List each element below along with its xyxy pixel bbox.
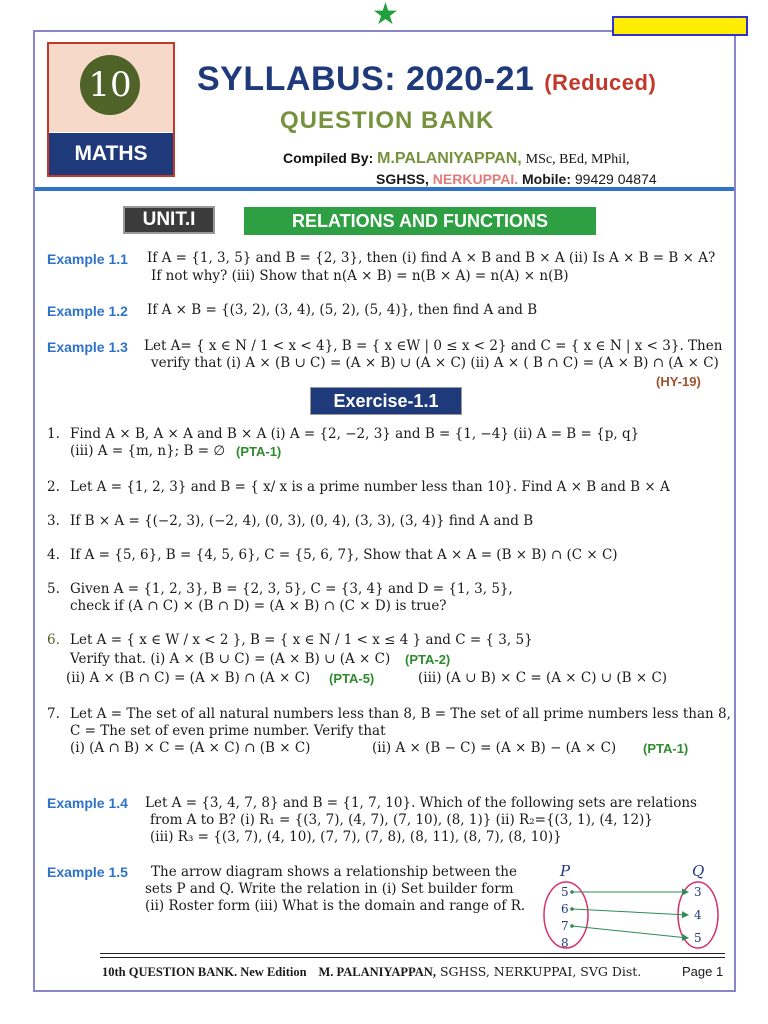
mobile-number: 99429 04874 bbox=[574, 171, 657, 187]
compiler-quals: MSc, BEd, MPhil, bbox=[525, 152, 630, 167]
class-number: 10 bbox=[80, 55, 140, 115]
unit-label: UNIT.I bbox=[123, 206, 215, 234]
q5-line-2: check if (A ∩ C) × (B ∩ D) = (A × B) ∩ (C × D) is true? bbox=[70, 598, 447, 614]
example-1-1-line-2: If not why? (iii) Show that n(A × B) = n(B × A) = n(A) × n(B) bbox=[151, 268, 569, 284]
example-1-3-tag: (HY-19) bbox=[656, 374, 701, 389]
example-1-3-label: Example 1.3 bbox=[47, 339, 128, 355]
q-element-4: 4 bbox=[694, 908, 702, 922]
example-1-1-line-1: If A = {1, 3, 5} and B = {2, 3}, then (i) find A × B and B × A (ii) Is A × B = B × A? bbox=[147, 250, 716, 266]
q7-number: 7. bbox=[47, 706, 60, 722]
dot-7 bbox=[570, 924, 574, 928]
arrow-diagram bbox=[530, 860, 730, 952]
p-element-8: 8 bbox=[561, 936, 569, 950]
example-1-5-label: Example 1.5 bbox=[47, 864, 128, 880]
example-1-3-line-2: verify that (i) A × (B ∪ C) = (A × B) ∪ (A × C) (ii) A × ( B ∩ C) = (A × B) ∩ (A × C) bbox=[151, 355, 719, 371]
chapter-title: RELATIONS AND FUNCTIONS bbox=[244, 207, 596, 235]
example-1-4-line-2: from A to B? (i) R₁ = {(3, 7), (4, 7), (7, 10), (8, 1)} (ii) R₂={(3, 1), (4, 12)} bbox=[150, 812, 653, 828]
q2-number: 2. bbox=[47, 479, 60, 495]
q3-line-1: If B × A = {(−2, 3), (−2, 4), (0, 3), (0, 4), (3, 3), (3, 4)} find A and B bbox=[70, 513, 534, 529]
school-place: NERKUPPAI. bbox=[432, 171, 519, 187]
q1-tag: (PTA-1) bbox=[236, 444, 282, 459]
title-text: SYLLABUS: 2020-21 bbox=[197, 60, 535, 98]
dot-6 bbox=[570, 907, 574, 911]
q6-tag-1: (PTA-2) bbox=[405, 652, 451, 667]
q3-number: 3. bbox=[47, 513, 60, 529]
page-title bbox=[197, 60, 656, 99]
q1-line-2: (iii) A = {m, n}; B = ∅ bbox=[70, 443, 226, 459]
header-divider bbox=[35, 187, 734, 191]
compiled-by-label: Compiled By: bbox=[283, 150, 374, 166]
p-element-6: 6 bbox=[561, 902, 569, 916]
p-element-7: 7 bbox=[561, 919, 569, 933]
q4-number: 4. bbox=[47, 547, 60, 563]
exercise-label: Exercise-1.1 bbox=[310, 387, 462, 415]
title-note: (Reduced) bbox=[544, 70, 657, 95]
arrow-6-to-4 bbox=[572, 909, 688, 915]
example-1-2-line-1: If A × B = {(3, 2), (3, 4), (5, 2), (5, 4)}, then find A and B bbox=[147, 302, 538, 318]
q6-line-3: (ii) A × (B ∩ C) = (A × B) ∩ (A × C) bbox=[66, 670, 311, 686]
q2-line-1: Let A = {1, 2, 3} and B = { x/ x is a prime number less than 10}. Find A × B and B × A bbox=[70, 479, 670, 495]
q1-line-1: Find A × B, A × A and B × A (i) A = {2, −2, 3} and B = {1, −4} (ii) A = B = {p, q} bbox=[70, 426, 640, 442]
footer-author: M. PALANIYAPPAN, bbox=[318, 965, 436, 979]
q7-line-4: (ii) A × (B − C) = (A × B) − (A × C) bbox=[372, 740, 617, 756]
q6-line-2: Verify that. (i) A × (B ∪ C) = (A × B) ∪ (A × C) bbox=[70, 651, 391, 667]
subject-label: MATHS bbox=[49, 133, 173, 175]
page-number: Page 1 bbox=[682, 964, 724, 979]
q5-number: 5. bbox=[47, 581, 60, 597]
example-1-3-line-1: Let A= { x ∈ N / 1 < x < 4}, B = { x ∈W | 0 ≤ x < 2} and C = { x ∈ N | x < 3}. Then bbox=[144, 338, 723, 354]
footer-edition: 10th QUESTION BANK. New Edition bbox=[102, 965, 307, 979]
q6-tag-2: (PTA-5) bbox=[329, 671, 375, 686]
arrow-7-to-5 bbox=[572, 926, 688, 938]
q1-number: 1. bbox=[47, 426, 60, 442]
example-1-5-line-2: sets P and Q. Write the relation in (i) Set builder form bbox=[145, 881, 514, 897]
example-1-4-line-1: Let A = {3, 4, 7, 8} and B = {1, 7, 10}. Which of the following sets are relations bbox=[145, 795, 697, 811]
example-1-5-line-3: (ii) Roster form (iii) What is the domain and range of R. bbox=[145, 898, 526, 914]
example-1-4-label: Example 1.4 bbox=[47, 795, 128, 811]
compiler-name: M.PALANIYAPPAN, bbox=[377, 150, 522, 167]
p-element-5: 5 bbox=[561, 885, 569, 899]
school-name: SGHSS, bbox=[376, 171, 429, 187]
q7-line-2: C = The set of even prime number. Verify that bbox=[70, 723, 386, 739]
q7-tag: (PTA-1) bbox=[643, 741, 689, 756]
q7-line-3: (i) (A ∩ B) × C = (A × C) ∩ (B × C) bbox=[70, 740, 311, 756]
q-element-3: 3 bbox=[694, 885, 702, 899]
q5-line-1: Given A = {1, 2, 3}, B = {2, 3, 5}, C = {3, 4} and D = {1, 3, 5}, bbox=[70, 581, 513, 597]
dot-5 bbox=[570, 890, 574, 894]
footer-text bbox=[102, 964, 641, 980]
set-q-label: Q bbox=[692, 862, 705, 880]
mobile-label: Mobile: bbox=[522, 171, 571, 187]
compiled-by-line bbox=[283, 150, 629, 168]
footer-divider bbox=[100, 953, 725, 958]
set-p-label: P bbox=[560, 862, 571, 880]
q-element-5: 5 bbox=[694, 931, 702, 945]
example-1-5-line-1: The arrow diagram shows a relationship between the bbox=[151, 864, 517, 880]
page-subtitle: QUESTION BANK bbox=[280, 107, 495, 134]
footer-location: SGHSS, NERKUPPAI, SVG Dist. bbox=[439, 964, 642, 979]
q6-line-4: (iii) (A ∪ B) × C = (A × C) ∪ (B × C) bbox=[418, 670, 668, 686]
school-line bbox=[376, 171, 657, 187]
q7-line-1: Let A = The set of all natural numbers less than 8, B = The set of all prime numbers less than 8, bbox=[70, 706, 731, 722]
example-1-1-label: Example 1.1 bbox=[47, 251, 128, 267]
q6-number: 6. bbox=[47, 632, 60, 648]
highlight-box bbox=[612, 16, 748, 36]
example-1-4-line-3: (iii) R₃ = {(3, 7), (4, 10), (7, 7), (7, 8), (8, 11), (8, 7), (8, 10)} bbox=[150, 829, 562, 845]
q4-line-1: If A = {5, 6}, B = {4, 5, 6}, C = {5, 6, 7}, Show that A × A = (B × B) ∩ (C × C) bbox=[70, 547, 618, 563]
star-icon: ★ bbox=[372, 0, 399, 32]
q6-line-1: Let A = { x ∈ W / x < 2 }, B = { x ∈ N / 1 < x ≤ 4 } and C = { 3, 5} bbox=[70, 632, 533, 648]
example-1-2-label: Example 1.2 bbox=[47, 303, 128, 319]
